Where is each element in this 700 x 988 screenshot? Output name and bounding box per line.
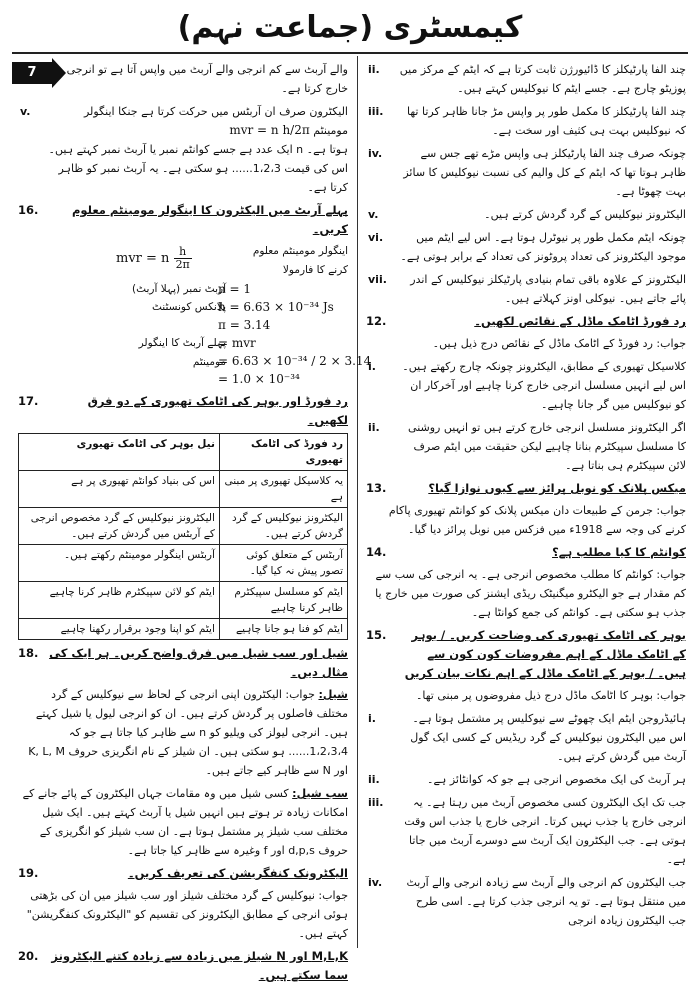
item-text: جب تک ایک الیکٹرون کسی مخصوص آربٹ میں رہتا ہے۔ یہ انرجی خارج یا جذب نہیں کرتا۔ انرجی خارج یا جذب اس وقت ہوتی ہے۔ جب الیکٹرون ایک آربٹ سے دوسرے آربٹ میں جاتا ہے۔ xyxy=(404,796,686,866)
question-number: 19. xyxy=(18,866,39,880)
list-item xyxy=(366,418,686,475)
shell-label: شیل: xyxy=(318,688,348,701)
question-title: شیل اور سب شیل میں فرق واضح کریں۔ ہر ایک کی مثال دیں۔ xyxy=(49,646,348,679)
question-number: 14. xyxy=(366,545,387,559)
item-text: جب الیکٹرون کم انرجی والے آربٹ سے زیادہ انرجی والے آربٹ میں منتقل ہوتا ہے۔ تو یہ انرجی جذب کرتا ہے۔ اسی طرح جب الیکٹرون زیادہ انرجی xyxy=(406,876,686,927)
table-cell: الیکٹرونز نیوکلیس کے گرد گردش کرتے ہیں۔ xyxy=(219,508,347,545)
item-number: vii. xyxy=(368,273,387,286)
table-header-row xyxy=(19,434,348,471)
item-text: الیکٹرون صرف ان آربٹس میں حرکت کرتا ہے جنکا اینگولر مومینٹم xyxy=(83,105,348,137)
question-title: میکس پلانک کو نوبل پرائز سے کیوں نوازا گیا؟ xyxy=(428,481,686,495)
table-cell: الیکٹرونز نیوکلیس کے گرد مخصوص انرجی کے آربٹس میں گردش کرتے ہیں۔ xyxy=(19,508,220,545)
item-number: vi. xyxy=(368,231,384,244)
question-title: رد فورڈ اور بوہر کی اٹامک تھیوری کے دو فرق لکھیں۔ xyxy=(87,394,348,427)
subshell-label: سب شیل: xyxy=(292,787,348,800)
item-text: الیکٹرونز نیوکلیس کے گرد گردش کرتے ہیں۔ xyxy=(484,208,686,221)
answer-text: جواب: کوانٹم کا مطلب مخصوص انرجی ہے۔ یہ انرجی کی سب سے کم مقدار ہے جو الیکٹرو میگنیٹک ریڈی ایشنز کی صورت میں خارج یا جذب ہو سکتی ہے۔ کوانٹم کی جمع کوانٹا ہے۔ xyxy=(375,568,686,619)
formula-row xyxy=(18,242,348,278)
table-cell: یہ کلاسیکل تھیوری پر مبنی ہے xyxy=(219,471,347,508)
header-rule xyxy=(12,52,688,54)
given-row xyxy=(18,280,348,298)
question-17 xyxy=(18,392,348,430)
item-number: iii. xyxy=(368,105,384,118)
item-number: ii. xyxy=(368,773,380,786)
item-number: iii. xyxy=(368,796,384,809)
item-text: چونکہ صرف چند الفا پارٹیکلز ہی واپس مڑے تھے جس سے ظاہر ہوتا تھا کہ ایٹم کے کل والیم کی نسبت نیوکلیس کا سائز بہت چھوٹا ہے۔ xyxy=(403,147,686,198)
item-number: i. xyxy=(368,712,376,725)
list-item xyxy=(366,357,686,414)
answer-text: جواب: نیوکلیس کے گرد مختلف شیلز اور سب شیلز میں ان کی بڑھتی ہوئی انرجی کے مطابق الیکٹرونز کی تقسیم کو "الیکٹرونک کنفگریشن" کہتے ہیں۔ xyxy=(26,889,348,940)
list-item xyxy=(366,102,686,140)
item-number: v. xyxy=(20,105,31,118)
item-number: ii. xyxy=(368,63,380,76)
question-14 xyxy=(366,543,686,562)
question-number: 13. xyxy=(366,481,387,495)
given-label: آربٹ نمبر (پہلا آربٹ) xyxy=(132,283,226,295)
answer-intro: جواب: رد فورڈ کے اٹامک ماڈل کے نقائص درج ذیل ہیں۔ xyxy=(432,337,686,350)
question-number: 16. xyxy=(18,203,39,217)
question-title: کوانٹم کا کیا مطلب ہے؟ xyxy=(552,545,686,559)
item-text: ہر آربٹ کی ایک مخصوص انرجی ہے جو کہ کوانٹائز ہے۔ xyxy=(427,773,686,786)
question-18 xyxy=(18,644,348,682)
given-row xyxy=(18,316,348,334)
given-value: π = 3.14 xyxy=(218,318,271,332)
subshell-text: کسی شیل میں وہ مقامات جہاں الیکٹرون کے پائے جانے کے امکانات زیادہ تر ہوتے ہیں انہیں شیل یا آربٹ کہتے ہیں۔ ایک شیل مختلف سب شیلز پر مشتمل ہوتا ہے۔ ان سب شیلز کو انگریزی کے حروف d,p,s اور f وغیرہ سے ظاہر کیا جاتا ہے۔ xyxy=(22,787,348,857)
list-item xyxy=(366,793,686,869)
subshell-paragraph xyxy=(18,784,348,860)
right-column xyxy=(366,60,686,934)
question-number: 15. xyxy=(366,628,387,642)
answer-text: جواب: جرمن کے طبیعات دان میکس پلانک کو کوانٹم تھیوری پاکام کرنے کی وجہ سے 1918ء میں فزکس میں نوبل پرائز دیا گیا۔ xyxy=(388,504,686,536)
list-item xyxy=(366,770,686,789)
table-row xyxy=(19,471,348,508)
question-number: 17. xyxy=(18,394,39,408)
result-row xyxy=(18,352,372,370)
result-line: = mvr xyxy=(218,336,256,350)
result-line: = 1.0 × 10⁻³⁴ xyxy=(218,372,300,386)
left-column xyxy=(18,60,372,988)
question-15 xyxy=(366,626,686,683)
item-text: ہائیڈروجن ایٹم ایک چھوٹے سے نیوکلیس پر مشتمل ہوتا ہے۔ اس میں الیکٹرون نیوکلیس کے گرد ریڈیس کے کسی ایک گول آربٹ میں گردش کرتے ہیں۔ xyxy=(410,712,686,763)
question-title: M,L,K اور N شیلز میں زیادہ سے زیادہ کتنے الیکٹرونز سما سکتے ہیں۔ xyxy=(51,949,348,982)
page-title: کیمسٹری (جماعت نہم) xyxy=(177,10,523,45)
question-title: پہلے آربٹ میں الیکٹرون کا اینگولر مومینٹم معلوم کریں۔ xyxy=(71,203,348,236)
comparison-table xyxy=(18,433,348,640)
question-title: الیکٹرونک کنفگریشن کی تعریف کریں۔ xyxy=(127,866,348,880)
shell-text: جواب: الیکٹرون اپنی انرجی کے لحاظ سے نیوکلیس کے گرد مختلف فاصلوں پر گردش کرتے ہیں۔ ان کو انرجی لیول یا شیل کہتے ہیں۔ انرجی لیولز کی ویلیو کو n سے ظاہر کیا جاتا ہے جو کہ 1،2،3،4...... ہو سکتی ہیں۔ ان شیلز کے نام انگریزی حروف K, L, M اور N سے ظاہر کیے جاتے ہیں۔ xyxy=(28,688,348,777)
question-number: 18. xyxy=(18,646,39,660)
question-12 xyxy=(366,312,686,331)
question-number: 12. xyxy=(366,314,387,328)
item-text: چونکہ ایٹم مکمل طور پر نیوٹرل ہوتا ہے۔ اس لیے ایٹم میں موجود الیکٹرونز کی تعداد پروٹونز کی تعداد کے برابر ہوتی ہے۔ xyxy=(400,231,686,263)
item-text-cont: ہوتا ہے۔ n ایک عدد ہے جسے کوانٹم نمبر یا آربٹ نمبر کہتے ہیں۔ اس کی قیمت 1،2،3...... ہو سکتی ہے۔ یہ آربٹ نمبر کو ظاہر کرتا ہے۔ xyxy=(48,143,348,194)
table-cell: ایٹم کو لائن سپیکٹرم ظاہر کرنا چاہیے xyxy=(19,582,220,619)
list-item xyxy=(366,205,686,224)
item-text: چند الفا پارٹیکلز کا ڈائیورژن ثابت کرتا ہے کہ ایٹم کے مرکز میں پوزیٹو چارج ہے۔ جسے ایٹم کا نیوکلیس کہتے ہیں۔ xyxy=(399,63,686,95)
table-row xyxy=(19,508,348,545)
formula: mvr = n $\frac{h}{2\pi}$ xyxy=(116,245,190,271)
list-item xyxy=(366,270,686,308)
list-item xyxy=(366,228,686,266)
question-title: رد فورڈ اٹامک ماڈل کے نقائص لکھیں۔ xyxy=(474,314,686,328)
item-text: اگر الیکٹرونز مسلسل انرجی خارج کرتے ہیں تو انہیں روشنی کا مسلسل سپیکٹرم بنانا چاہیے لیکن حقیقت میں ایٹم صرف لائن سپیکٹرم ہی بناتا ہے۔ xyxy=(408,421,686,472)
intro-text: والے آربٹ سے کم انرجی والے آربٹ میں واپس آتا ہے تو انرجی خارج کرتا ہے۔ xyxy=(66,63,348,95)
table-header: نیل بوہر کی اٹامک تھیوری xyxy=(19,434,220,471)
item-number: v. xyxy=(368,208,379,221)
formula-label: اینگولر مومینٹم معلوم کرنے کا فارمولا xyxy=(252,245,348,276)
item-text: الیکٹرونز کے علاوہ باقی تمام بنیادی پارٹیکلز نیوکلیس کے اندر پائے جاتے ہیں۔ نیوکلی اونز کہلاتے ہیں۔ xyxy=(410,273,686,305)
result-row xyxy=(18,370,348,388)
table-cell: اس کی بنیاد کوانٹم تھیوری پر ہے xyxy=(19,471,220,508)
equation: mvr = n h/2π xyxy=(229,123,310,137)
given-row xyxy=(18,298,348,316)
item-text: کلاسیکل تھیوری کے مطابق، الیکٹرونز چونکہ چارج رکھتے ہیں۔ اس لیے انہیں مسلسل انرجی خارج کرنا چاہیے اور آخرکار ان کو نیوکلیس میں گر جانا چاہیے۔ xyxy=(402,360,686,411)
item-v xyxy=(18,102,348,197)
table-row xyxy=(19,582,348,619)
list-item xyxy=(366,60,686,98)
list-item xyxy=(366,144,686,201)
question-20 xyxy=(18,947,348,985)
table-header: رد فورڈ کی اٹامک تھیوری xyxy=(219,434,347,471)
item-number: iv. xyxy=(368,876,383,889)
table-row xyxy=(19,545,348,582)
item-number: iv. xyxy=(368,147,383,160)
result-label: پہلے آربٹ کا اینگولر مومینٹم xyxy=(138,337,226,368)
column-divider xyxy=(357,56,358,948)
shell-paragraph xyxy=(18,685,348,780)
item-number: ii. xyxy=(368,421,380,434)
result-line: = 6.63 × 10⁻³⁴ / 2 × 3.14 xyxy=(218,354,372,368)
page-number-badge: 7 xyxy=(12,62,52,84)
answer-intro: جواب: بوہر کا اٹامک ماڈل درج ذیل مفروضوں پر مبنی تھا۔ xyxy=(415,689,686,702)
given-label: پلانکس کونسٹنٹ xyxy=(152,301,226,313)
question-19 xyxy=(18,864,348,883)
item-text: چند الفا پارٹیکلز کا مکمل طور پر واپس مڑ جانا ظاہر کرتا تھا کہ نیوکلیس بہت ہی کثیف اور سخت ہے۔ xyxy=(407,105,686,137)
question-13 xyxy=(366,479,686,498)
table-cell: ایٹم کو مسلسل سپیکٹرم ظاہر کرنا چاہیے xyxy=(219,582,347,619)
table-cell: آربٹس اینگولر مومینٹم رکھتے ہیں۔ xyxy=(19,545,220,582)
given-value: h = 6.63 × 10⁻³⁴ Js xyxy=(218,300,334,314)
table-cell: ایٹم کو اپنا وجود برقرار رکھنا چاہیے xyxy=(19,619,220,640)
question-title: بوہر کی اٹامک تھیوری کی وضاحت کریں۔ / بوہر کے اٹامک ماڈل کے اہم مفروضات کون کون سے ہیں۔ / بوہر کے اٹامک ماڈل کے اہم نکات بیان کریں xyxy=(404,628,686,680)
question-number: 20. xyxy=(18,949,39,963)
given-value: n = 1 xyxy=(218,282,252,296)
table-cell: آربٹس کے متعلق کوئی تصور پیش نہ کیا گیا۔ xyxy=(219,545,347,582)
table-cell: ایٹم کو فنا ہو جانا چاہیے xyxy=(219,619,347,640)
list-item xyxy=(366,873,686,930)
item-number: i. xyxy=(368,360,376,373)
list-item xyxy=(366,709,686,766)
table-row xyxy=(19,619,348,640)
question-16 xyxy=(18,201,348,239)
